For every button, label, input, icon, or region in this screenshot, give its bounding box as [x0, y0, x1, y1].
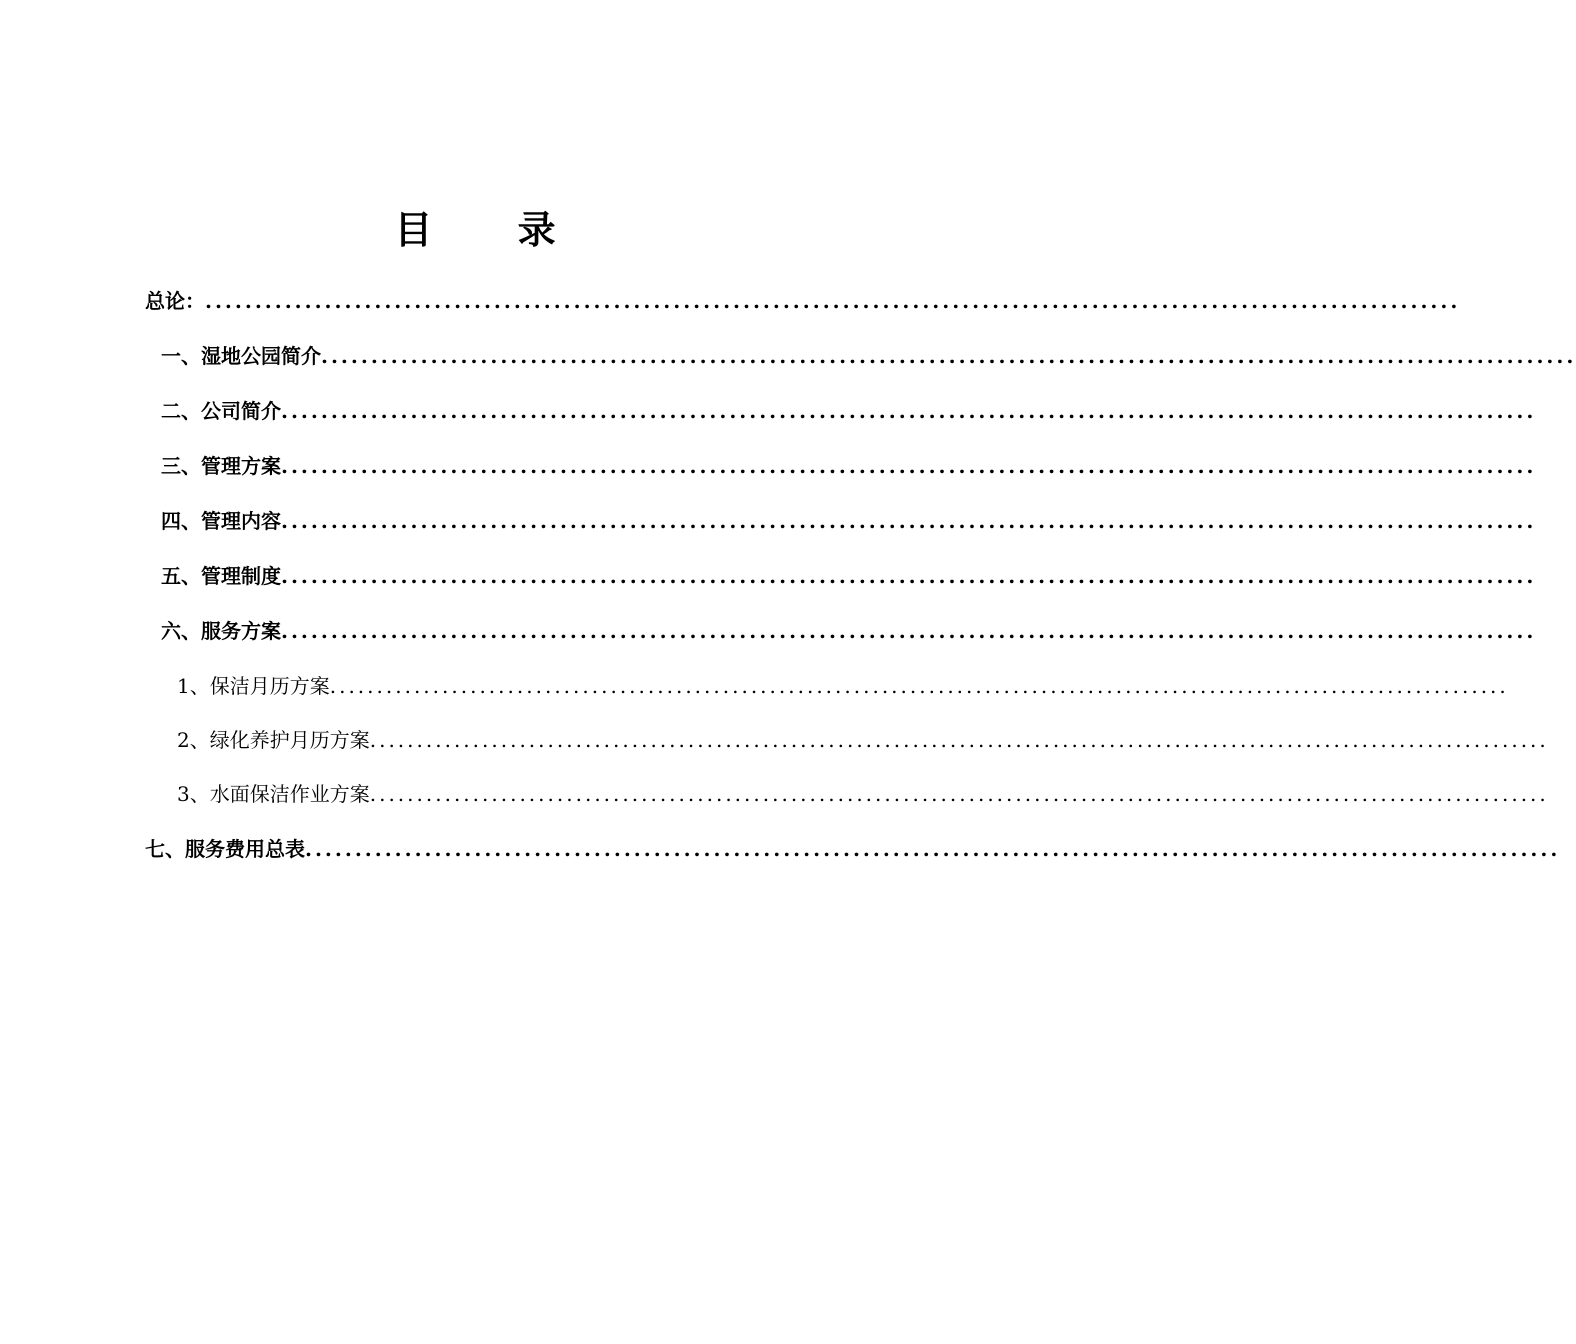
toc-dot-leader: .............................................................................................................................. — [281, 399, 1537, 423]
toc-title: 目 录 — [394, 207, 592, 252]
toc-entry-label: 二、公司简介 — [161, 399, 281, 423]
toc-entry-label: 四、管理内容 — [161, 509, 281, 533]
toc-entry-company-intro[interactable] — [161, 391, 1537, 431]
toc-dot-leader: .............................................................................................................................. — [281, 509, 1537, 533]
toc-entry-management-content[interactable] — [161, 501, 1537, 541]
toc-dot-leader: .............................................................................................................................. — [369, 782, 1549, 806]
toc-entry-label: 三、管理方案 — [161, 454, 281, 478]
toc-dot-leader: .............................................................................................................................. — [321, 344, 1576, 368]
toc-entry-label: 总论： — [145, 289, 205, 313]
toc-dot-leader: .............................................................................................................................. — [281, 619, 1537, 643]
toc-entry-cleaning-calendar[interactable] — [177, 666, 1509, 706]
toc-entry-wetland-park-intro[interactable] — [161, 336, 1576, 376]
toc-entry-label: 六、服务方案 — [161, 619, 281, 643]
toc-entry-service-plan[interactable] — [161, 611, 1537, 651]
toc-entry-greening-calendar[interactable] — [177, 720, 1549, 760]
toc-dot-leader: .............................................................................................................................. — [205, 289, 1461, 313]
toc-entry-label: 七、服务费用总表 — [145, 837, 305, 861]
toc-entry-water-surface-cleaning[interactable] — [177, 774, 1549, 814]
toc-dot-leader: .............................................................................................................................. — [281, 564, 1537, 588]
toc-entry-service-fee-summary[interactable] — [145, 829, 1561, 869]
toc-entry-label: 一、湿地公园简介 — [161, 344, 321, 368]
toc-dot-leader: .............................................................................................................................. — [369, 728, 1549, 752]
toc-entry-management-plan[interactable] — [161, 446, 1537, 486]
toc-entry-label: 1、保洁月历方案 — [177, 674, 330, 698]
table-of-contents — [0, 273, 1576, 873]
toc-dot-leader: .............................................................................................................................. — [281, 454, 1537, 478]
toc-entry-management-rules[interactable] — [161, 556, 1537, 596]
toc-dot-leader: .............................................................................................................................. — [329, 674, 1509, 698]
toc-entry-label: 3、水面保洁作业方案 — [177, 782, 370, 806]
toc-entry-general[interactable] — [145, 281, 1461, 321]
toc-dot-leader: .............................................................................................................................. — [305, 837, 1561, 861]
toc-entry-label: 五、管理制度 — [161, 564, 281, 588]
toc-entry-label: 2、绿化养护月历方案 — [177, 728, 370, 752]
